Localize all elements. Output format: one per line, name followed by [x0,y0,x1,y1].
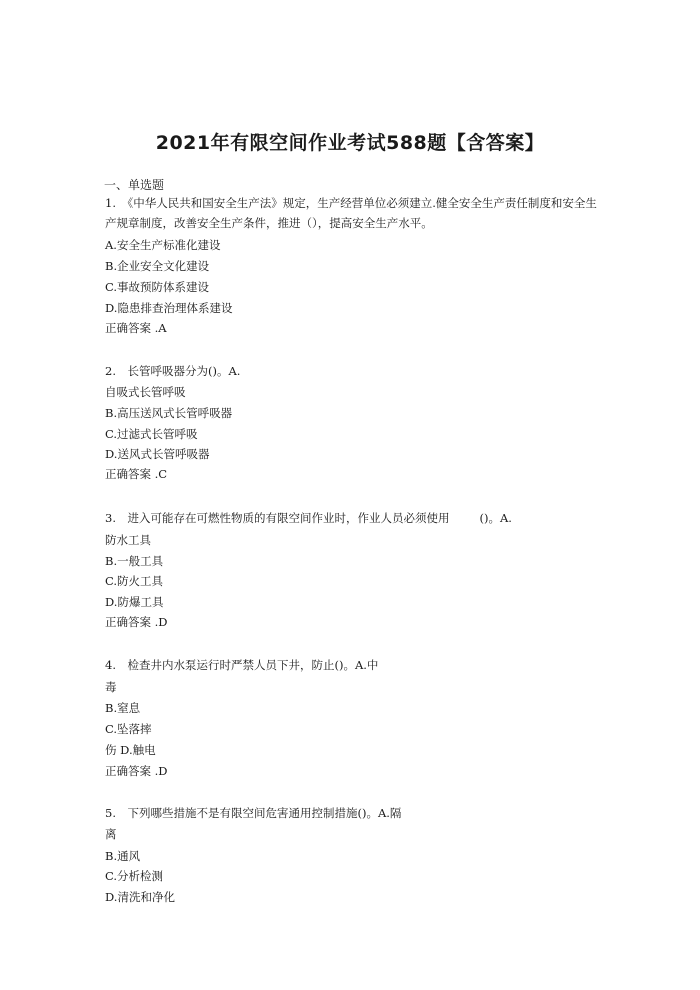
question-3-stem-text: 3. 进入可能存在可燃性物质的有限空间作业时，作业人员必须使用 [105,511,450,525]
question-4-stem-line-1: 4. 检查井内水泵运行时严禁人员下井，防止()。A.中 [105,658,379,672]
question-2-answer: 正确答案 .C [105,467,168,481]
question-1-option-b: B.企业安全文化建设 [105,259,210,273]
question-5-option-c: C.分析检测 [105,869,164,883]
question-4-answer: 正确答案 .D [105,764,168,778]
question-1-answer: 正确答案 .A [105,321,167,335]
question-2-option-d: D.送风式长管呼吸器 [105,447,210,461]
question-2-stem-line-2: 自吸式长管呼吸 [105,385,186,399]
question-4-option-b: B.窒息 [105,701,141,715]
question-4-stem-line-2: 毒 [105,680,117,694]
question-1-option-a: A.安全生产标准化建设 [105,238,221,252]
question-4-option-d: 伤 D.触电 [105,743,156,757]
question-3-stem-line-2: 防水工具 [105,533,151,547]
section-heading: 一、单选题 [104,178,165,192]
question-1-stem-line-1: 1. 《中华人民共和国安全生产法》规定，生产经营单位必须建立.健全安全生产责任制度和安全生 [105,196,597,210]
question-2-stem-line-1: 2. 长管呼吸器分为()。A. [105,364,241,378]
question-3-answer: 正确答案 .D [105,615,168,629]
question-2-option-c: C.过滤式长管呼吸 [105,427,198,441]
question-4-option-c: C.坠落摔 [105,722,152,736]
question-5-stem-line-1: 5. 下列哪些措施不是有限空间危害通用控制措施()。A.隔 [105,806,402,820]
question-3-option-d: D.防爆工具 [105,595,164,609]
question-5-option-b: B.通风 [105,849,141,863]
question-3-stem-line-1 [105,511,512,525]
question-5-option-d: D.清洗和净化 [105,890,175,904]
question-3-stem-blank: ()。A. [479,511,512,525]
question-1-option-c: C.事故预防体系建设 [105,280,210,294]
question-1-stem-line-2: 产规章制度，改善安全生产条件，推进（），提高安全生产水平。 [105,216,433,230]
question-5-stem-line-2: 离 [105,827,117,841]
question-2-option-b: B.高压送风式长管呼吸器 [105,406,233,420]
document-title: 2021年有限空间作业考试588题【含答案】 [155,132,545,154]
question-3-option-b: B.一般工具 [105,554,164,568]
question-1-option-d: D.隐患排查治理体系建设 [105,301,233,315]
question-3-option-c: C.防火工具 [105,574,164,588]
